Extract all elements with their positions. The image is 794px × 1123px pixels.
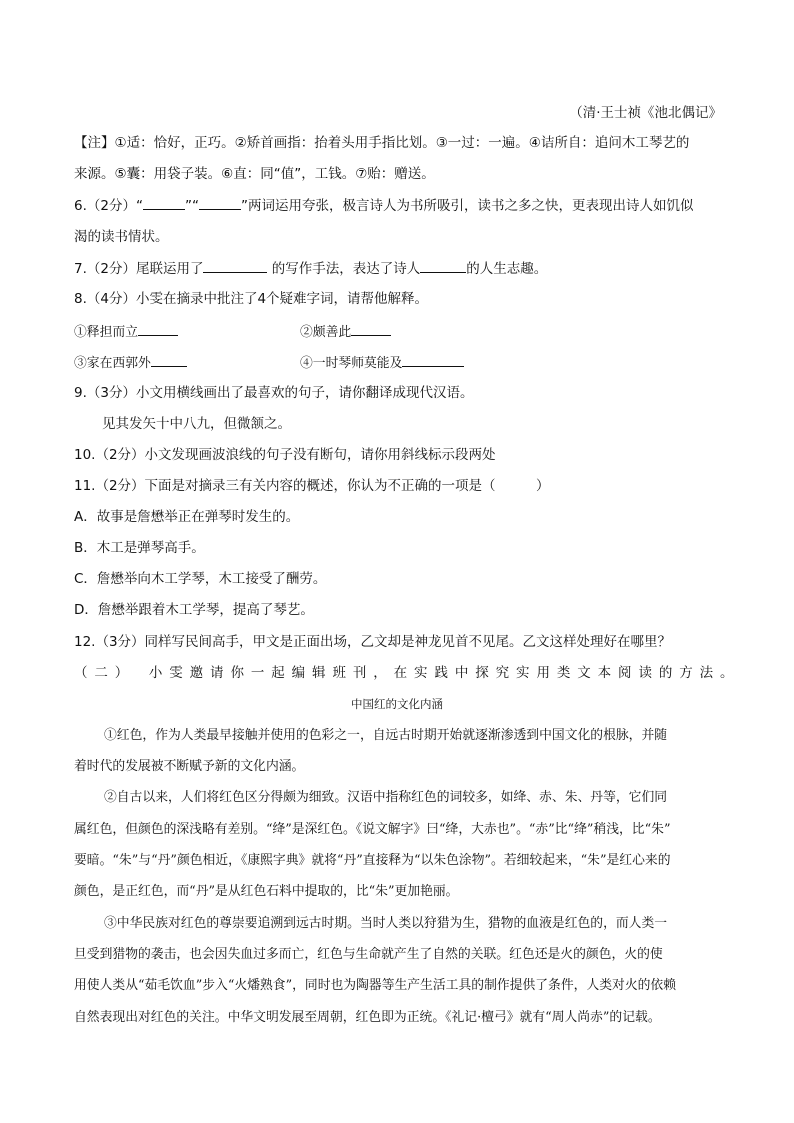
q8-item-1: ①释担而立	[74, 325, 138, 340]
q11-option-c[interactable]: C．詹懋举向木工学琴，木工接受了酬劳。	[74, 571, 327, 587]
q7-suffix: 的人生志趣。	[466, 261, 548, 277]
question-10: 10.（2分）小文发现画波浪线的句子没有断句，请你用斜线标示段两处	[74, 447, 496, 463]
q9-sentence: 见其发矢十中八九，但微颔之。	[102, 416, 291, 432]
q7-blank-2[interactable]	[420, 258, 466, 273]
q8-blank-2[interactable]	[351, 321, 391, 336]
article-p3-line-4: 自然表现出对红色的关注。中华文明发展至周朝，红色即为正统。《礼记·檀弓》就有“周人尚赤”的记载。	[74, 1010, 661, 1025]
q7-prefix: 7.（2分）尾联运用了	[74, 261, 204, 277]
note-line-1: 【注】①适：恰好，正巧。②矫首画指：抬着头用手指比划。③一过：一遍。④诘所自：追问木工琴艺的	[74, 135, 690, 151]
article-p2-line-1: ②自古以来，人们将红色区分得颇为细致。汉语中指称红色的词较多，如绛、赤、朱、丹等，它们同	[104, 790, 668, 805]
q6-suffix: ”两词运用夸张，极言诗人为书所吸引，读书之多之快，更表现出诗人如饥似	[240, 198, 694, 214]
question-7	[74, 258, 547, 279]
question-9: 9.（3分）小文用横线画出了最喜欢的句子，请你翻译成现代汉语。	[74, 385, 474, 401]
q7-blank-1[interactable]	[203, 258, 267, 273]
q6-mid: ”“	[184, 198, 199, 214]
question-8: 8.（4分）小雯在摘录中批注了4个疑难字词，请帮他解释。	[74, 291, 429, 307]
article-p3-line-3: 用使人类从“茹毛饮血”步入“火燔熟食”，同时也为陶器等生产生活工具的制作提供了条件，人类对火的依赖	[74, 978, 677, 993]
q7-mid: 的写作手法，表达了诗人	[267, 261, 421, 277]
question-11: 11.（2分）下面是对摘录三有关内容的概述，你认为不正确的一项是（ ）	[74, 478, 550, 494]
article-p3-line-1: ③中华民族对红色的尊崇要追溯到远古时期。当时人类以狩猎为生，猎物的血液是红色的，而人类一	[104, 916, 668, 931]
q8-item-3: ③家在西郭外	[74, 356, 151, 371]
q6-blank-2[interactable]	[199, 195, 241, 210]
article-p2-line-2: 属红色，但颜色的深浅略有差别。“绛”是深红色。《说文解字》曰“绛，大赤也”。“赤”比“绛”稍浅，比“朱”	[74, 822, 671, 837]
q8-blank-1[interactable]	[138, 321, 178, 336]
article-p1-line-1: ①红色，作为人类最早接触并使用的色彩之一，自远古时期开始就逐渐渗透到中国文化的根脉，并随	[104, 728, 668, 743]
question-12: 12.（3分）同样写民间高手，甲文是正面出场，乙文却是神龙见首不见尾。乙文这样处理好在哪里？	[74, 634, 672, 650]
article-p1-line-2: 着时代的发展被不断赋予新的文化内涵。	[74, 759, 305, 774]
q8-item-4: ④一时琴师莫能及	[300, 356, 403, 371]
q8-row-2	[74, 352, 403, 374]
article-p2-line-3: 要暗。“朱”与“丹”颜色相近，《康熙字典》就将“丹”直接释为“以朱色涂物”。若细较起来，“朱”是红心来的	[74, 853, 671, 868]
q11-option-a[interactable]: A．故事是詹懋举正在弹琴时发生的。	[74, 509, 300, 525]
q8-item-2: ②颇善此	[300, 325, 352, 340]
q8-blank-4[interactable]	[402, 352, 464, 367]
note-line-2: 来源。⑤囊：用袋子装。⑥直：同“值”，工钱。⑦贻：赠送。	[74, 166, 435, 182]
q6-prefix: 6.（2分）“	[74, 198, 143, 214]
question-6	[74, 195, 693, 216]
source-citation: （清·王士祯《池北偶记》	[569, 105, 722, 121]
question-6-line-2: 渴的读书情状。	[74, 229, 169, 245]
article-p3-line-2: 旦受到猎物的袭击，也会因失血过多而亡，红色与生命就产生了自然的关联。红色还是火的颜色，火的使	[74, 947, 663, 962]
q11-option-d[interactable]: D．詹懋举跟着木工学琴，提高了琴艺。	[74, 602, 314, 618]
q11-option-b[interactable]: B．木工是弹琴高手。	[74, 540, 205, 556]
section-2-intro: （二） 小雯邀请你一起编辑班刊，在实践中探究实用类文本阅读的方法。	[74, 665, 741, 681]
q8-blank-3[interactable]	[151, 352, 187, 367]
q8-row-1	[74, 321, 352, 343]
article-p2-line-4: 颜色，是正红色，而“丹”是从红色石料中提取的，比“朱”更加艳丽。	[74, 884, 459, 899]
q6-blank-1[interactable]	[143, 195, 185, 210]
article-title: 中国红的文化内涵	[351, 697, 443, 711]
